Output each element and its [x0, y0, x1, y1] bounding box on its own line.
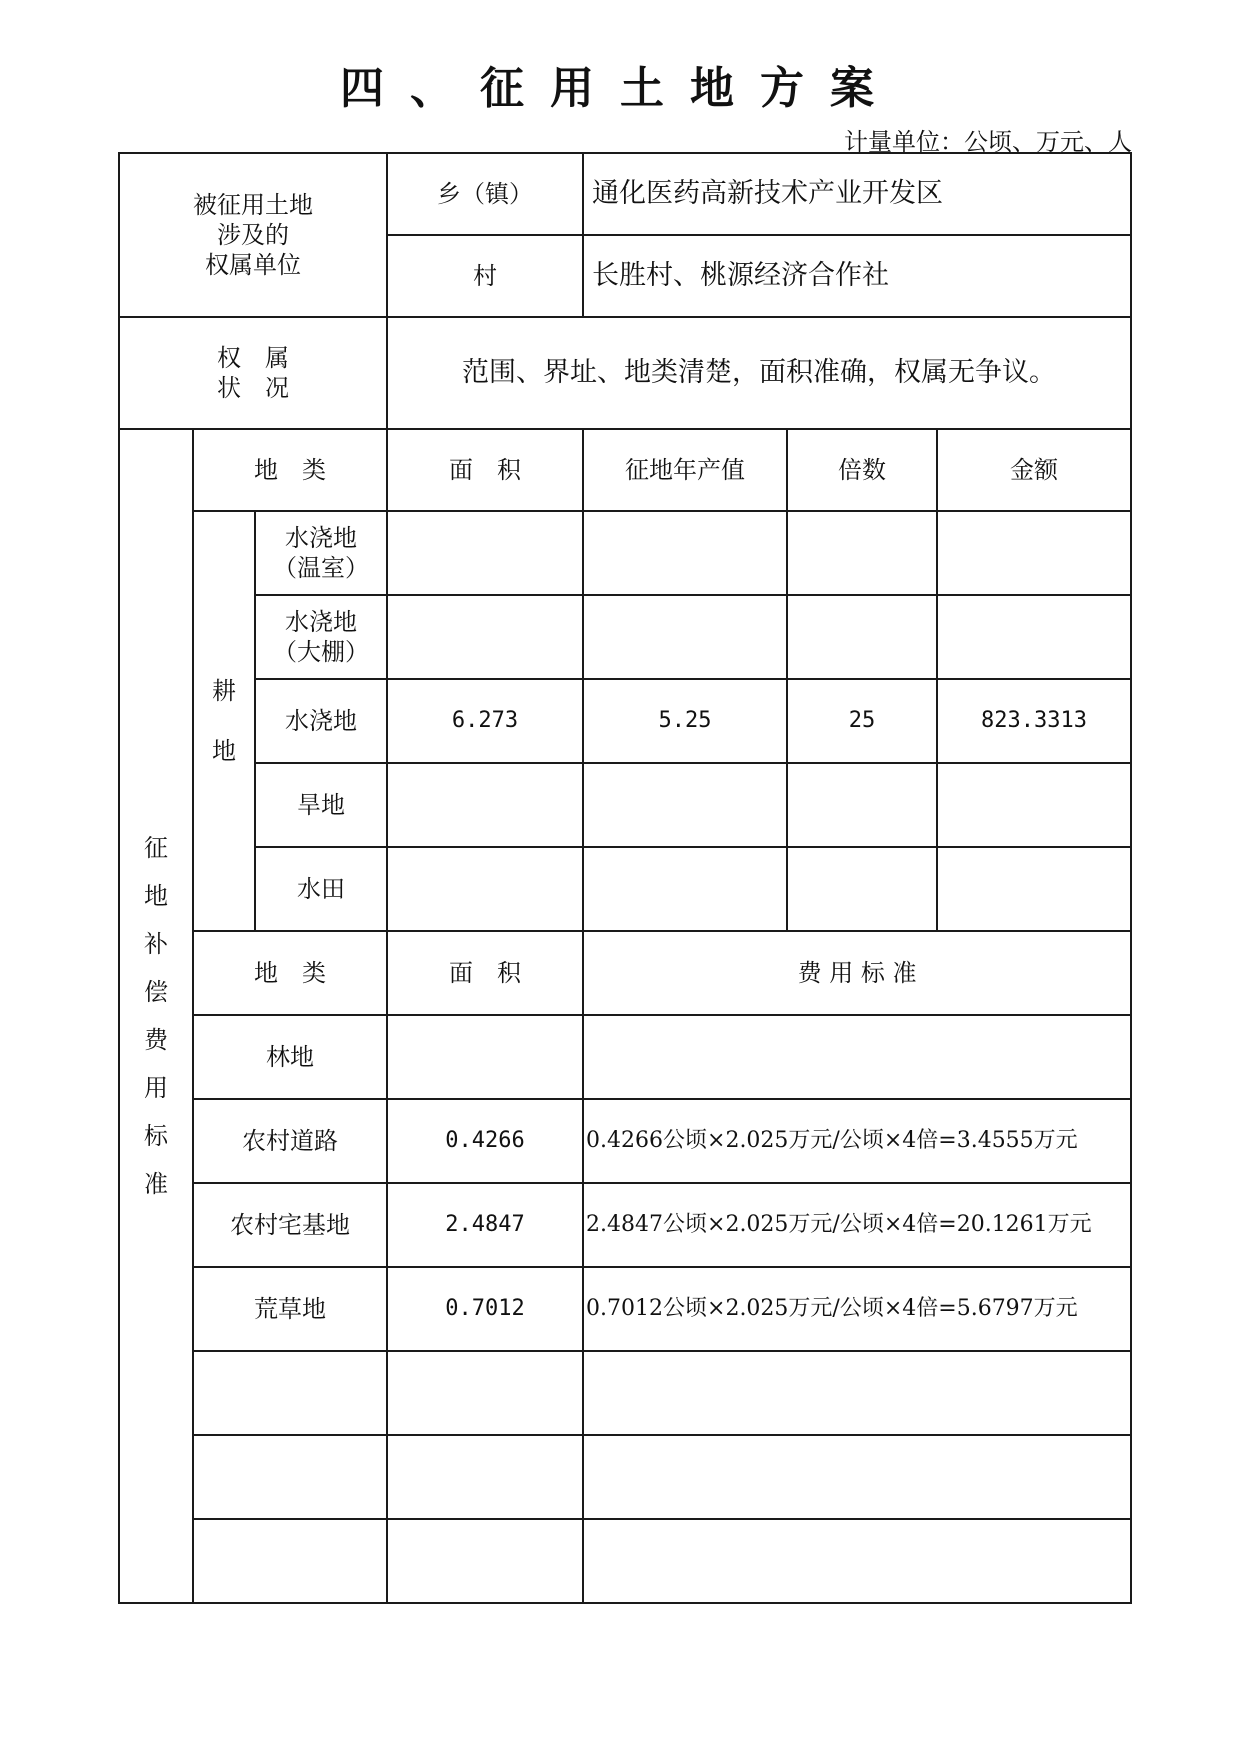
town-value: 通化医药高新技术产业开发区	[583, 153, 1131, 235]
header2-fee-standard: 费 用 标 准	[583, 931, 1131, 1015]
annual-output-cell: 5.25	[583, 679, 787, 763]
land-type-cell: 水浇地	[255, 679, 387, 763]
other-type-cell: 农村宅基地	[193, 1183, 387, 1267]
land-acquisition-table	[118, 152, 1132, 1604]
status-label	[119, 317, 387, 429]
header-annual-output: 征地年产值	[583, 429, 787, 511]
ownership-row-town	[119, 153, 1131, 235]
table-row	[119, 1267, 1131, 1351]
other-type-cell: 林地	[193, 1015, 387, 1099]
area-cell	[387, 763, 583, 847]
town-label: 乡（镇）	[387, 153, 583, 235]
farmland-label-char: 地	[212, 737, 236, 765]
header-multiple: 倍数	[787, 429, 937, 511]
side-label-char: 费	[144, 1026, 168, 1054]
header-amount: 金额	[937, 429, 1131, 511]
land-type-line: 水浇地	[285, 524, 358, 552]
side-label-char: 地	[144, 882, 168, 910]
side-label-char: 偿	[144, 978, 168, 1006]
unit-note: 计量单位：公顷、万元、人	[844, 128, 1132, 156]
other-area-cell: 2.4847	[387, 1183, 583, 1267]
land-type-cell: 水田	[255, 847, 387, 931]
table-row	[119, 1183, 1131, 1267]
other-area-cell	[387, 1519, 583, 1603]
area-cell	[387, 847, 583, 931]
fee-cell	[583, 1015, 1131, 1099]
land-type-line: （温室）	[273, 554, 370, 582]
multiple-cell	[787, 511, 937, 595]
header-land-type: 地 类	[193, 429, 387, 511]
table-row	[119, 1519, 1131, 1603]
amount-cell	[937, 595, 1131, 679]
header2-area: 面 积	[387, 931, 583, 1015]
table-row	[119, 1435, 1131, 1519]
header2-land-type: 地 类	[193, 931, 387, 1015]
table-row	[119, 679, 1131, 763]
amount-cell	[937, 763, 1131, 847]
farmland-header-row	[119, 429, 1131, 511]
side-label-char: 征	[144, 834, 168, 862]
table-row	[119, 763, 1131, 847]
fee-cell	[583, 1519, 1131, 1603]
ownership-label-line: 涉及的	[217, 221, 290, 249]
table-row	[119, 847, 1131, 931]
annual-output-cell	[583, 763, 787, 847]
header-area: 面 积	[387, 429, 583, 511]
side-label-char: 用	[144, 1074, 168, 1102]
area-cell: 6.273	[387, 679, 583, 763]
side-label-char: 准	[144, 1170, 168, 1198]
status-value: 范围、界址、地类清楚，面积准确，权属无争议。	[387, 317, 1131, 429]
annual-output-cell	[583, 511, 787, 595]
other-type-cell	[193, 1435, 387, 1519]
other-area-cell: 0.4266	[387, 1099, 583, 1183]
land-type-line: （大棚）	[273, 638, 370, 666]
fee-cell: 2.4847公顷×2.025万元/公顷×4倍=20.1261万元	[583, 1183, 1131, 1267]
land-type-cell	[255, 595, 387, 679]
table-row	[119, 1351, 1131, 1435]
amount-cell: 823.3313	[937, 679, 1131, 763]
village-label: 村	[387, 235, 583, 317]
other-area-cell	[387, 1015, 583, 1099]
farmland-label	[193, 511, 255, 931]
fee-cell: 0.7012公顷×2.025万元/公顷×4倍=5.6797万元	[583, 1267, 1131, 1351]
village-value: 长胜村、桃源经济合作社	[583, 235, 1131, 317]
side-label-char: 标	[144, 1122, 168, 1150]
table-row	[119, 595, 1131, 679]
farmland-label-char: 耕	[212, 677, 236, 705]
table-row	[119, 1099, 1131, 1183]
land-type-cell	[255, 511, 387, 595]
other-type-cell	[193, 1519, 387, 1603]
land-type-cell: 旱地	[255, 763, 387, 847]
area-cell	[387, 595, 583, 679]
amount-cell	[937, 511, 1131, 595]
other-area-cell	[387, 1435, 583, 1519]
status-label-line: 状 况	[217, 374, 290, 402]
ownership-label-line: 被征用土地	[193, 191, 314, 219]
table-row	[119, 511, 1131, 595]
status-label-line: 权 属	[217, 344, 290, 372]
multiple-cell: 25	[787, 679, 937, 763]
annual-output-cell	[583, 847, 787, 931]
ownership-label	[119, 153, 387, 317]
area-cell	[387, 511, 583, 595]
fee-cell	[583, 1435, 1131, 1519]
multiple-cell	[787, 847, 937, 931]
multiple-cell	[787, 595, 937, 679]
compensation-side-label	[119, 429, 193, 1603]
annual-output-cell	[583, 595, 787, 679]
amount-cell	[937, 847, 1131, 931]
side-label-char: 补	[144, 930, 168, 958]
other-area-cell	[387, 1351, 583, 1435]
table-row	[119, 1015, 1131, 1099]
fee-cell	[583, 1351, 1131, 1435]
other-type-cell: 荒草地	[193, 1267, 387, 1351]
land-type-line: 水浇地	[285, 608, 358, 636]
status-row	[119, 317, 1131, 429]
fee-cell: 0.4266公顷×2.025万元/公顷×4倍=3.4555万元	[583, 1099, 1131, 1183]
other-type-cell	[193, 1351, 387, 1435]
other-type-cell: 农村道路	[193, 1099, 387, 1183]
other-area-cell: 0.7012	[387, 1267, 583, 1351]
other-land-header-row	[119, 931, 1131, 1015]
page-title: 四、征用土地方案	[340, 63, 900, 114]
ownership-label-line: 权属单位	[205, 251, 302, 279]
multiple-cell	[787, 763, 937, 847]
